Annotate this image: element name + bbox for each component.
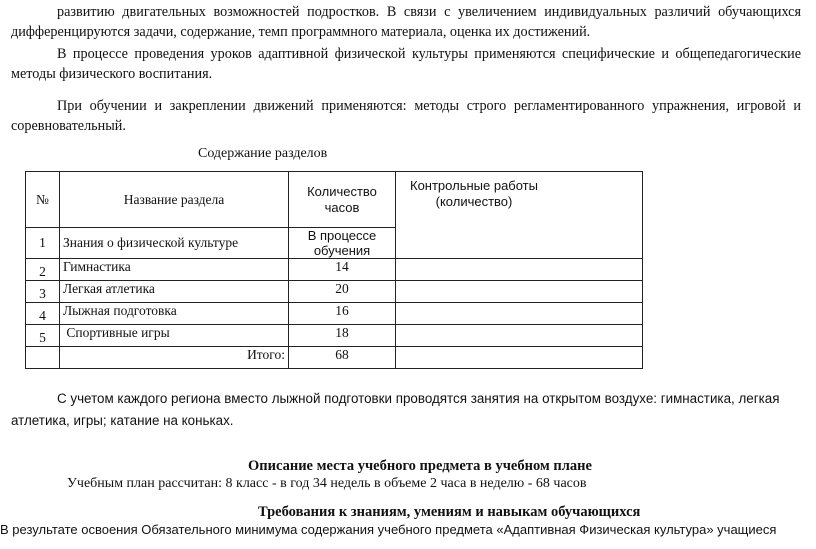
section-requirements-title: Требования к знаниям, умениям и навыкам обучающихся [258,504,641,520]
header-control [396,172,643,259]
table-row [26,303,643,325]
paragraph-methods: В процессе проведения уроков адаптивной физической культуры применяются специфические и общепедагогические методы физического воспитания. [11,46,801,82]
row-num: 4 [26,303,60,325]
row-name: Лыжная подготовка [60,303,289,325]
row-hours: 20 [289,281,396,303]
row-name: Спортивные игры [60,325,289,347]
note-paragraph: С учетом каждого региона вместо лыжной подготовки проводятся занятия на открытом воздухе: гимнастика, легкая атлетика, игры; катание на коньках. [11,391,780,428]
header-control-label: Контрольные работы (количество) [410,178,538,209]
header-name: Название раздела [60,172,289,228]
row-name: Знания о физической культуре [60,228,289,259]
table-header-row [26,172,643,228]
total-control [396,347,643,369]
table-row [26,325,643,347]
header-num: № [26,172,60,228]
total-empty [26,347,60,369]
total-label: Итого: [60,347,289,369]
row-hours: 18 [289,325,396,347]
row-hours: 16 [289,303,396,325]
sections-table [25,171,643,369]
header-hours: Количество часов [289,172,396,228]
row-num: 5 [26,325,60,347]
row-hours: 14 [289,259,396,281]
section-place-title: Описание места учебного предмета в учебном плане [248,458,592,474]
row-num: 3 [26,281,60,303]
row-control [396,325,643,347]
row-name: Гимнастика [60,259,289,281]
row-num: 1 [26,228,60,259]
section-place-text: Учебным план рассчитан: 8 класс - в год 34 недель в объеме 2 часа в неделю - 68 часов [67,476,587,491]
table-row [26,259,643,281]
table-total-row [26,347,643,369]
row-num: 2 [26,259,60,281]
row-hours: В процессе обучения [289,228,396,259]
total-value: 68 [289,347,396,369]
bottom-text: В результате освоения Обязательного минимума содержания учебного предмета «Адаптивная Физическая культура» учащиеся [0,522,777,537]
row-control [396,303,643,325]
paragraph-intro: развитию двигательных возможностей подростков. В связи с увеличением индивидуальных различий обучающихся дифференцируются задачи, содержание, темп программного материала, оценка их достижений. [11,4,801,40]
table-row [26,281,643,303]
paragraph-training: При обучении и закреплении движений применяются: методы строго регламентированного упражнения, игровой и соревновательный. [11,98,801,134]
row-name: Легкая атлетика [60,281,289,303]
row-control [396,281,643,303]
table-title: Содержание разделов [198,146,328,161]
row-control [396,259,643,281]
